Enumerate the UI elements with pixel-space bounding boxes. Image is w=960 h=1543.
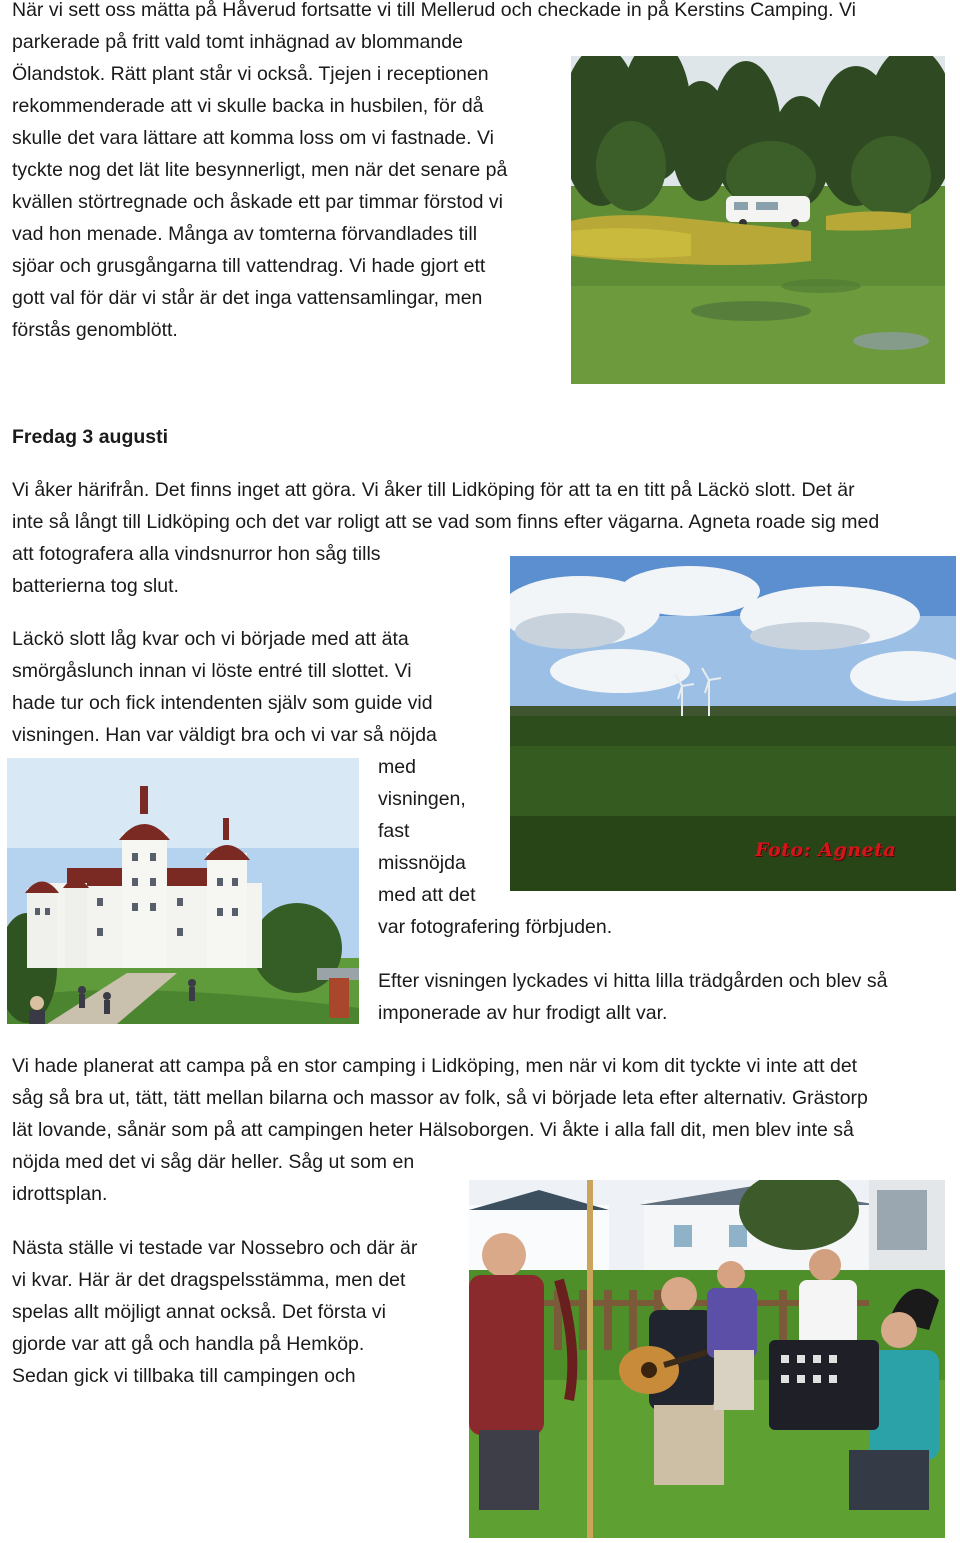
- text-line: sjöar och grusgångarna till vattendrag. Vi hade gjort ett: [12, 255, 486, 277]
- musicians-photo: [469, 1180, 945, 1538]
- text-line: att fotografera alla vindsnurror hon såg tills: [12, 543, 381, 565]
- text-line: Sedan gick vi tillbaka till campingen och: [12, 1365, 356, 1387]
- text-line: lät lovande, sånär som på att campingen heter Hälsoborgen. Vi åkte i alla fall dit, men blev inte så: [12, 1119, 854, 1141]
- text-line: smörgåslunch innan vi löste entré till slottet. Vi: [12, 660, 412, 682]
- text-line: gjorde var att gå och handla på Hemköp.: [12, 1333, 365, 1355]
- text-line: Efter visningen lyckades vi hitta lilla trädgården och blev så: [378, 970, 888, 992]
- text-line: imponerade av hur frodigt allt var.: [378, 1002, 668, 1024]
- text-line: nöjda med det vi såg där heller. Såg ut som en: [12, 1151, 415, 1173]
- text-line: gott val för där vi står är det inga vattensamlingar, men: [12, 287, 483, 309]
- text-line: missnöjda: [378, 852, 466, 874]
- text-line: förstås genomblött.: [12, 319, 178, 341]
- text-line: parkerade på fritt vald tomt inhägnad av blommande: [12, 31, 463, 53]
- text-line: såg så bra ut, tätt, tätt mellan bilarna och massor av folk, så vi började leta efter alternativ. Grästorp: [12, 1087, 868, 1109]
- text-line: tyckte nog det lät lite besynnerligt, men när det senare på: [12, 159, 508, 181]
- text-line: När vi sett oss mätta på Håverud fortsatte vi till Mellerud och checkade in på Kerstins Camping. Vi: [12, 0, 856, 21]
- section-heading: Fredag 3 augusti: [12, 426, 169, 448]
- text-line: Ölandstok. Rätt plant står vi också. Tjejen i receptionen: [12, 63, 489, 85]
- text-line: Läckö slott låg kvar och vi började med att äta: [12, 628, 409, 650]
- text-line: Vi hade planerat att campa på en stor camping i Lidköping, men när vi kom dit tyckte vi inte att det: [12, 1055, 858, 1077]
- castle-photo: [7, 758, 359, 1024]
- campsite-photo: [571, 56, 945, 384]
- wind-turbine-photo: [510, 556, 956, 891]
- text-line: vad hon menade. Många av tomterna förvandlades till: [12, 223, 478, 245]
- text-line: vi kvar. Här är det dragspelsstämma, men det: [12, 1269, 406, 1291]
- text-line: kvällen störtregnade och åskade ett par timmar förstod vi: [12, 191, 503, 213]
- text-line: rekommenderade att vi skulle backa in husbilen, för då: [12, 95, 484, 117]
- text-line: visningen,: [378, 788, 466, 810]
- text-line: med: [378, 756, 416, 778]
- text-line: Vi åker härifrån. Det finns inget att göra. Vi åker till Lidköping för att ta en titt på Läckö slott. Det är: [12, 479, 855, 501]
- text-line: var fotografering förbjuden.: [378, 916, 613, 938]
- text-line: inte så långt till Lidköping och det var roligt att se vad som finns efter vägarna. Agneta roade sig med: [12, 511, 880, 533]
- text-line: spelas allt möjligt annat också. Det första vi: [12, 1301, 386, 1323]
- text-line: visningen. Han var väldigt bra och vi var så nöjda: [12, 724, 437, 746]
- text-line: batterierna tog slut.: [12, 575, 179, 597]
- photo-credit: Foto: Agneta: [755, 839, 897, 861]
- text-line: Nästa ställe vi testade var Nossebro och där är: [12, 1237, 418, 1259]
- text-line: skulle det vara lättare att komma loss om vi fastnade. Vi: [12, 127, 494, 149]
- text-line: fast: [378, 820, 410, 842]
- text-line: idrottsplan.: [12, 1183, 108, 1205]
- text-line: med att det: [378, 884, 476, 906]
- text-line: hade tur och fick intendenten själv som guide vid: [12, 692, 433, 714]
